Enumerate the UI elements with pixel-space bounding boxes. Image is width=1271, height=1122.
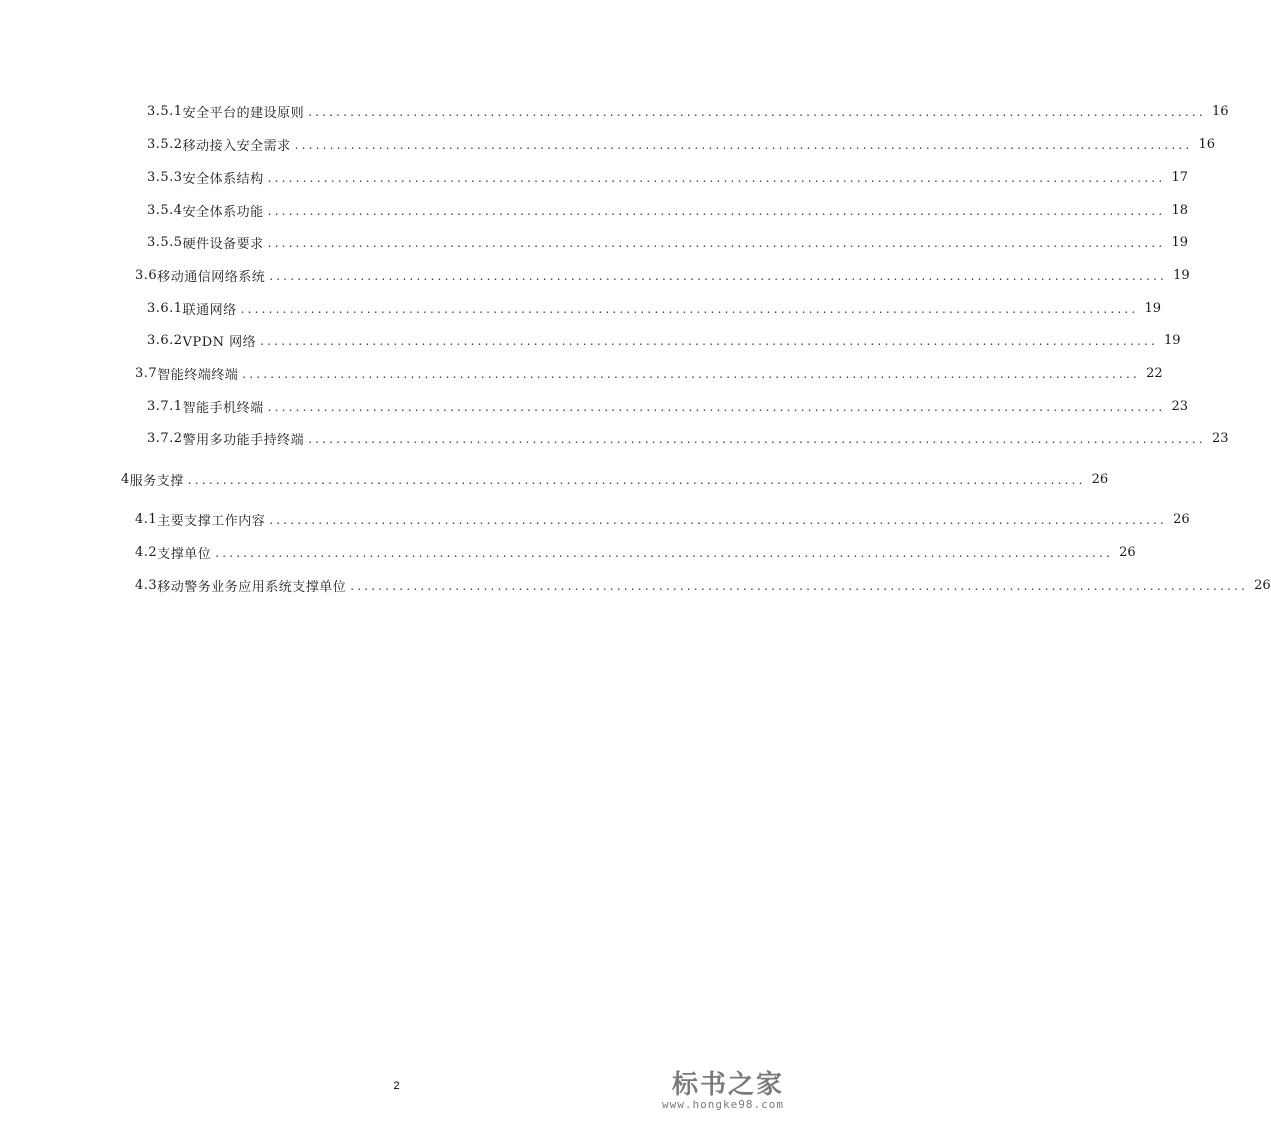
toc-entry-4-1[interactable] bbox=[135, 509, 1190, 529]
toc-title: 联通网络 bbox=[182, 302, 237, 318]
toc-leader-dots: ................................................................................................................................ bbox=[269, 269, 1168, 283]
toc-number: 3.7.1 bbox=[147, 398, 183, 414]
toc-number: 3.6.1 bbox=[147, 300, 183, 316]
toc-page: 19 bbox=[1164, 332, 1181, 348]
toc-number: 3.5.5 bbox=[147, 234, 183, 250]
toc-leader-dots: ................................................................................................................................ bbox=[294, 138, 1193, 152]
toc-page: 26 bbox=[1254, 577, 1271, 593]
page-number: 2 bbox=[393, 1080, 400, 1092]
toc-number: 4 bbox=[121, 471, 130, 487]
toc-title: 移动接入安全需求 bbox=[182, 138, 291, 154]
toc-page: 19 bbox=[1171, 234, 1188, 250]
toc-title: 主要支撑工作内容 bbox=[157, 513, 266, 529]
toc-number: 3.5.1 bbox=[147, 103, 183, 119]
toc-page: 19 bbox=[1144, 300, 1161, 316]
toc-entry-3-6-1[interactable] bbox=[147, 298, 1161, 318]
toc-number: 3.5.3 bbox=[147, 169, 183, 185]
toc-leader-dots: ................................................................................................................................ bbox=[267, 204, 1166, 218]
toc-number: 3.5.2 bbox=[147, 136, 183, 152]
toc-title: 警用多功能手持终端 bbox=[182, 432, 305, 448]
toc-entry-3-6[interactable] bbox=[135, 265, 1190, 285]
toc-number: 4.1 bbox=[135, 511, 158, 527]
toc-entry-3-5-5[interactable] bbox=[147, 232, 1188, 252]
toc-entry-3-5-3[interactable] bbox=[147, 167, 1188, 187]
toc-entry-4-3[interactable] bbox=[135, 575, 1271, 595]
toc-page: 16 bbox=[1198, 136, 1215, 152]
toc-page: 23 bbox=[1171, 398, 1188, 414]
toc-entry-3-5-1[interactable] bbox=[147, 101, 1229, 121]
toc-page: 23 bbox=[1211, 430, 1229, 446]
toc-title: 安全体系结构 bbox=[182, 171, 264, 187]
toc-entry-3-5-2[interactable] bbox=[147, 134, 1215, 154]
toc-page: 18 bbox=[1171, 202, 1188, 218]
watermark-logo: 标书之家 bbox=[671, 1070, 784, 1100]
toc-leader-dots: ................................................................................................................................ bbox=[260, 334, 1159, 348]
toc-title: 智能手机终端 bbox=[182, 400, 264, 416]
toc-number: 3.6.2 bbox=[147, 332, 183, 348]
toc-leader-dots: ................................................................................................................................ bbox=[308, 432, 1206, 446]
toc-title: 智能终端终端 bbox=[157, 367, 239, 383]
toc-title: 服务支撑 bbox=[129, 473, 184, 489]
toc-entry-3-7-2[interactable] bbox=[147, 428, 1229, 448]
toc-title: 支撑单位 bbox=[157, 546, 212, 562]
toc-number: 3.7 bbox=[135, 365, 158, 381]
toc-entry-4[interactable] bbox=[121, 469, 1109, 489]
toc-page: 26 bbox=[1173, 511, 1190, 527]
toc-page: 22 bbox=[1146, 365, 1163, 381]
toc-entry-3-5-4[interactable] bbox=[147, 200, 1188, 220]
toc-title: 安全体系功能 bbox=[182, 204, 264, 220]
toc-leader-dots: ................................................................................................................................ bbox=[215, 546, 1114, 560]
toc-page: 19 bbox=[1173, 267, 1190, 283]
toc-number: 3.5.4 bbox=[147, 202, 183, 218]
toc-entry-3-7[interactable] bbox=[135, 363, 1163, 383]
toc-leader-dots: ................................................................................................................................ bbox=[267, 236, 1166, 250]
toc-entry-3-6-2[interactable] bbox=[147, 330, 1181, 350]
toc-entry-3-7-1[interactable] bbox=[147, 396, 1188, 416]
toc-number: 4.3 bbox=[135, 577, 158, 593]
toc-leader-dots: ................................................................................................................................ bbox=[242, 367, 1141, 381]
toc-title: VPDN 网络 bbox=[182, 334, 257, 350]
toc-leader-dots: ................................................................................................................................ bbox=[308, 105, 1206, 119]
toc-title: 移动通信网络系统 bbox=[157, 269, 266, 285]
toc-page: 17 bbox=[1171, 169, 1188, 185]
toc-leader-dots: ................................................................................................................................ bbox=[267, 171, 1166, 185]
toc-title: 硬件设备要求 bbox=[182, 236, 264, 252]
toc-leader-dots: ................................................................................................................................ bbox=[269, 513, 1168, 527]
toc-leader-dots: ................................................................................................................................ bbox=[240, 302, 1139, 316]
toc-number: 3.7.2 bbox=[147, 430, 183, 446]
toc-leader-dots: ................................................................................................................................ bbox=[187, 473, 1086, 487]
toc-number: 4.2 bbox=[135, 544, 158, 560]
toc-entry-4-2[interactable] bbox=[135, 542, 1136, 562]
toc-title: 安全平台的建设原则 bbox=[182, 105, 305, 121]
toc-number: 3.6 bbox=[135, 267, 158, 283]
toc-title: 移动警务业务应用系统支撑单位 bbox=[157, 579, 347, 595]
toc-leader-dots: ................................................................................................................................ bbox=[267, 400, 1166, 414]
watermark-url: www.hongke98.com bbox=[662, 1098, 784, 1111]
watermark bbox=[636, 1064, 788, 1116]
toc-page: 26 bbox=[1091, 471, 1109, 487]
toc-page: 26 bbox=[1119, 544, 1136, 560]
toc-leader-dots: ................................................................................................................................ bbox=[350, 579, 1249, 593]
toc-page: 16 bbox=[1211, 103, 1229, 119]
